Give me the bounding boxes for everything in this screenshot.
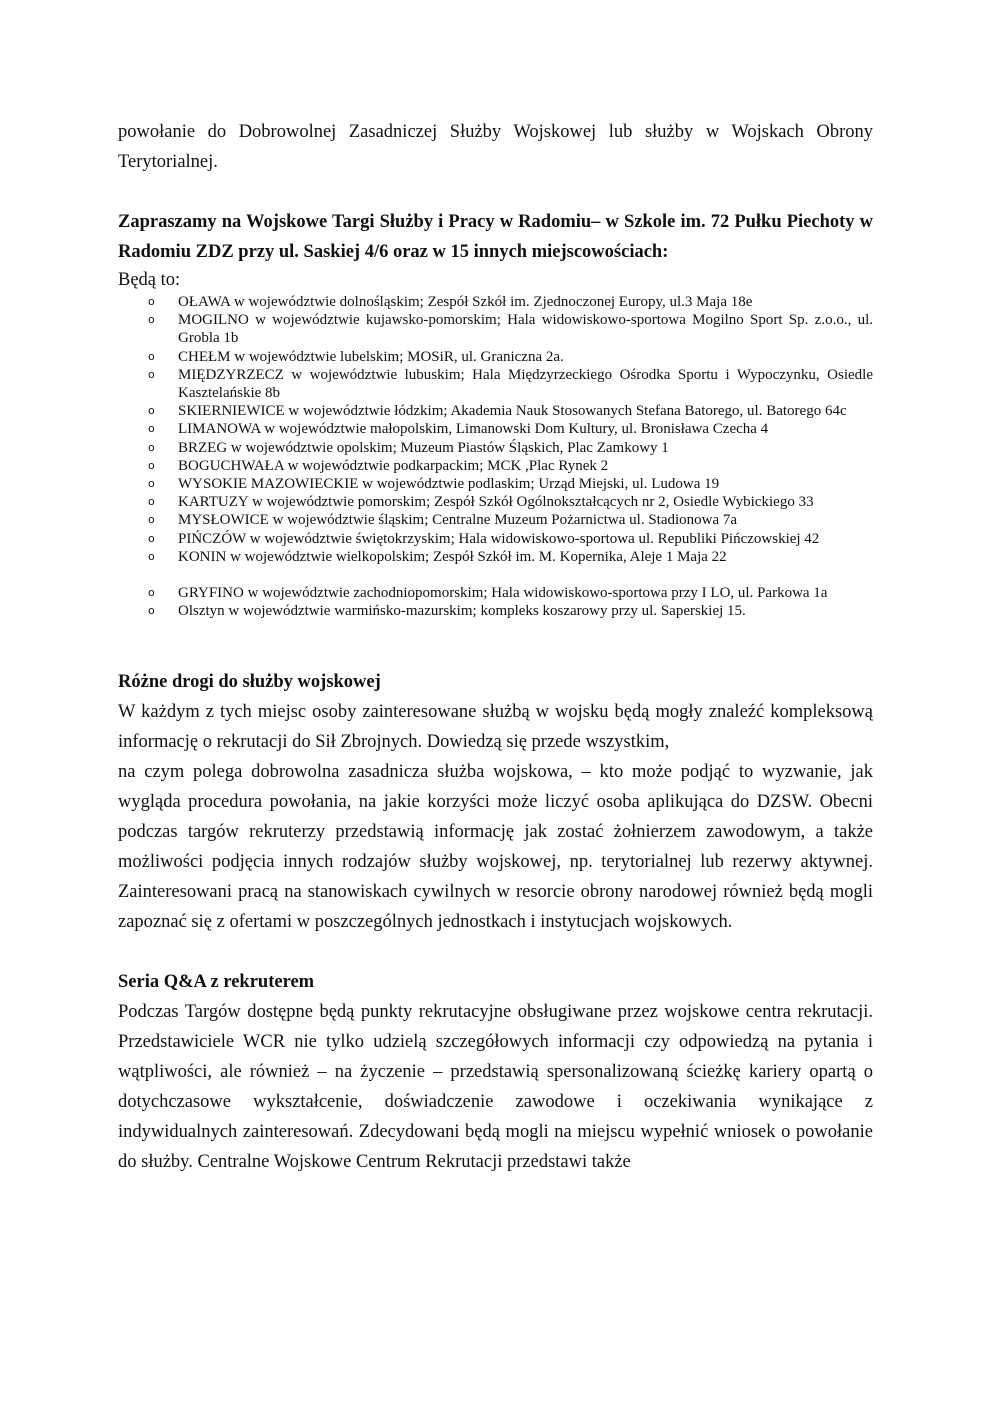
bullet-icon: o <box>148 313 155 327</box>
lead-paragraph: powołanie do Dobrowolnej Zasadniczej Służby Wojskowej lub służby w Wojskach Obrony Terytorialnej. <box>118 122 873 172</box>
list-item: o GRYFINO w województwie zachodniopomorskim; Hala widowiskowo-sportowa przy I LO, ul. Parkowa 1a <box>148 585 828 602</box>
bullet-icon: o <box>148 367 155 381</box>
list-intro: Będą to: <box>118 270 181 290</box>
bullet-icon: o <box>148 422 155 436</box>
spacer <box>118 620 873 667</box>
bullet-icon: o <box>148 295 155 308</box>
list-item: o OŁAWA w województwie dolnośląskim; Zespół Szkół im. Zjednoczonej Europy, ul.3 Maja 18e <box>148 294 753 310</box>
list-item: o PIŃCZÓW w województwie świętokrzyskim; Hala widowiskowo-sportowa ul. Republiki Pińczowskiej 42 <box>148 530 820 547</box>
list-item: o WYSOKIE MAZOWIECKIE w województwie podlaskim; Urząd Miejski, ul. Ludowa 19 <box>148 476 720 493</box>
bullet-icon: o <box>148 477 155 491</box>
list-item: o MOGILNO w województwie kujawsko-pomorskim; Hala widowiskowo-sportowa Mogilno Sport Sp. z.o.o., ul. Grobla 1b <box>148 312 873 347</box>
list-item: o KARTUZY w województwie pomorskim; Zespół Szkół Ogólnokształcących nr 2, Osiedle Wybickiego 33 <box>148 494 814 511</box>
bullet-icon: o <box>148 604 155 618</box>
bullet-icon: o <box>148 349 155 363</box>
list-item: o KONIN w województwie wielkopolskim; Zespół Szkół im. M. Kopernika, Aleje 1 Maja 22 <box>148 548 727 565</box>
section-heading: Różne drogi do służby wojskowej <box>118 672 381 693</box>
list-item: o CHEŁM w województwie lubelskim; MOSiR, ul. Graniczna 2a. <box>148 348 564 365</box>
bullet-icon: o <box>148 586 155 600</box>
list-item: o MYSŁOWICE w województwie śląskim; Centralne Muzeum Pożarnictwa ul. Stadionowa 7a <box>148 512 738 529</box>
bullet-icon: o <box>148 549 155 563</box>
bullet-icon: o <box>148 458 155 472</box>
list-item: o SKIERNIEWICE w województwie łódzkim; Akademia Nauk Stosowanych Stefana Batorego, ul. Batorego 64c <box>148 403 847 420</box>
bullet-icon: o <box>148 495 155 509</box>
document-body <box>118 117 873 1177</box>
list-item: o MIĘDZYRZECZ w województwie lubuskim; Hala Międzyrzeckiego Ośrodka Sportu i Wypoczynku, Osiedle Kasztelańskie 8b <box>148 366 873 402</box>
invitation-heading: Zapraszamy na Wojskowe Targi Służby i Pracy w Radomiu– w Szkole im. 72 Pułku Piechoty w Radomiu ZDZ przy ul. Saskiej 4/6 oraz w 15 innych miejscowościach: <box>118 212 873 262</box>
bullet-icon: o <box>148 513 155 527</box>
bullet-icon: o <box>148 404 155 418</box>
section-paragraph: na czym polega dobrowolna zasadnicza służba wojskowa, – kto może podjąć to wyzwanie, jak wygląda procedura powołania, na jakie korzyści może liczyć osoba aplikująca do DZSW. Obecni podczas targów rekruterzy przedstawią informację jak zostać żołnierzem zawodowym, a także możliwości podjęcia innych rodzajów służby wojskowej, np. terytorialnej lub rezerwy aktywnej. Zainteresowani pracą na stanowiskach cywilnych w resorcie obrony narodowej również będą mogli zapoznać się z ofertami w poszczególnych jednostkach i instytucjach wojskowych. <box>118 762 873 933</box>
section-heading: Seria Q&A z rekruterem <box>118 972 315 993</box>
bullet-icon: o <box>148 440 155 454</box>
list-item: o BOGUCHWAŁA w województwie podkarpackim; MCK ,Plac Rynek 2 <box>148 457 609 474</box>
list-item: o BRZEG w województwie opolskim; Muzeum Piastów Śląskich, Plac Zamkowy 1 <box>148 439 669 456</box>
locations-list <box>118 293 873 620</box>
section-paragraph: Podczas Targów dostępne będą punkty rekrutacyjne obsługiwane przez wojskowe centra rekrutacji. Przedstawiciele WCR nie tylko udzielą szczegółowych informacji czy odpowiedzą na pytania i wątpliwości, ale również – na życzenie – przedstawią spersonalizowaną ścieżkę kariery opartą o dotychczasowe wykształcenie, doświadczenie zawodowe i oczekiwania wynikające z indywidualnych zainteresowań. Zdecydowani będą mogli na miejscu wypełnić wniosek o powołanie do służby. Centralne Wojskowe Centrum Rekrutacji przedstawi także <box>118 1002 873 1173</box>
section-paragraph: W każdym z tych miejsc osoby zainteresowane służbą w wojsku będą mogły znaleźć kompleksową informację o rekrutacji do Sił Zbrojnych. Dowiedzą się przede wszystkim, <box>118 702 873 753</box>
spacer <box>118 937 873 967</box>
bullet-icon: o <box>148 531 155 545</box>
list-item: o Olsztyn w województwie warmińsko-mazurskim; kompleks koszarowy przy ul. Saperskiej 15. <box>148 603 746 620</box>
list-item: o LIMANOWA w województwie małopolskim, Limanowski Dom Kultury, ul. Bronisława Czecha 4 <box>148 421 769 438</box>
